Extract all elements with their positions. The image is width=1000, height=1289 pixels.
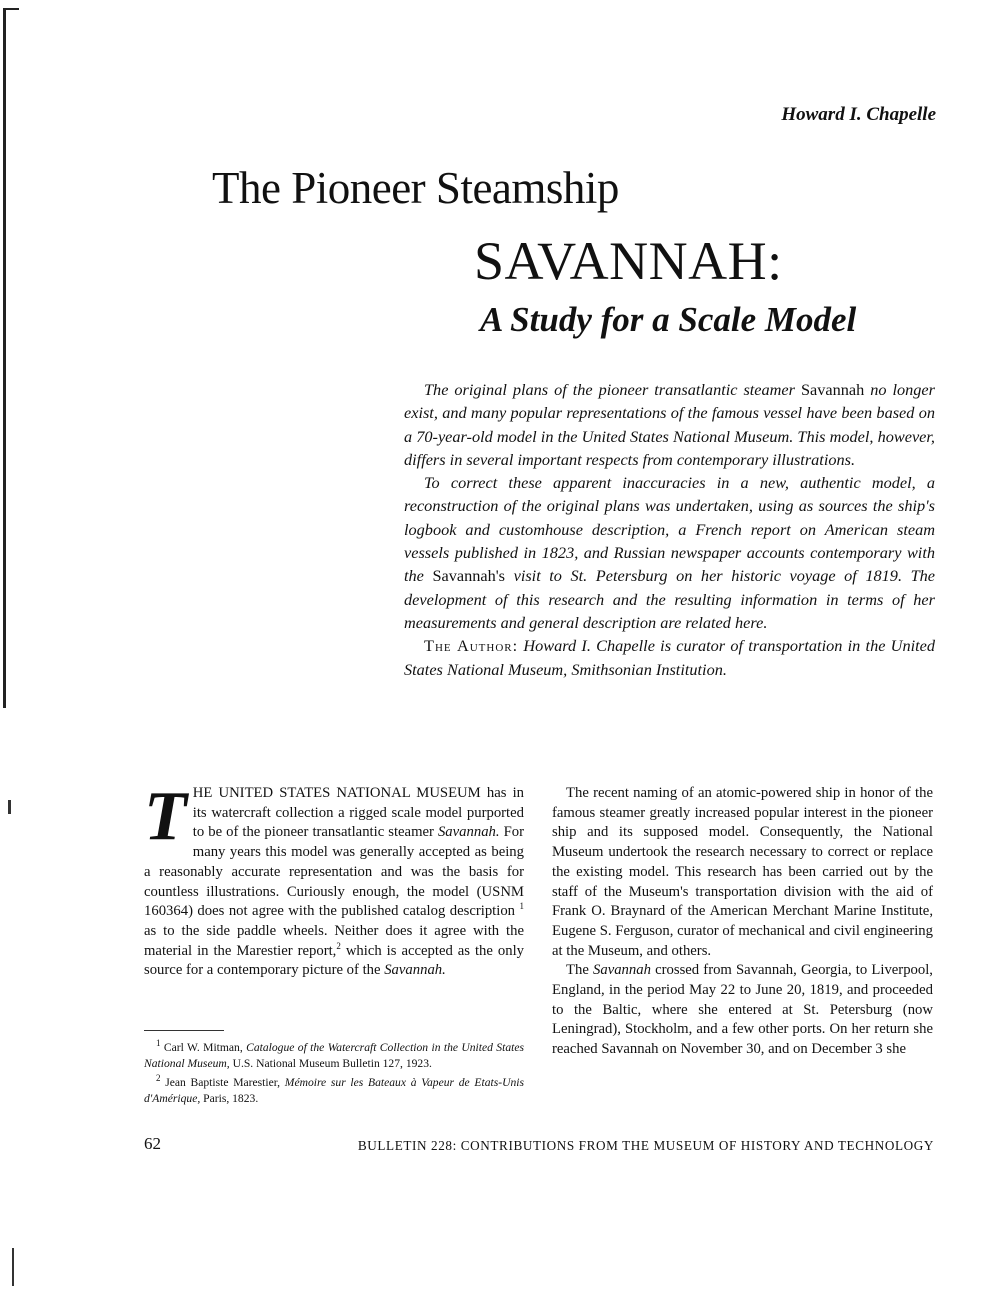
body-text: The xyxy=(566,962,593,979)
running-footer: BULLETIN 228: CONTRIBUTIONS FROM THE MUSEUM OF HISTORY AND TECHNOLOGY xyxy=(357,1138,934,1153)
title-line-2: SAVANNAH: xyxy=(474,231,783,291)
ship-name: Savannah. xyxy=(384,962,446,979)
abstract-text: no longer exist, and many popular representations of the famous vessel have been based on a 70-year-old model in the United States National Museum. This model, however, differs in several important respects from contemporary illustrations. xyxy=(404,380,935,469)
footnotes xyxy=(144,1040,524,1110)
footnote-title: Mémoire sur les Bateaux à Vapeur de Etats-Unis d'Amérique, xyxy=(144,1076,525,1105)
footnote-text: Paris, 1823. xyxy=(200,1092,259,1105)
author-name: Howard I. Chapelle xyxy=(781,104,936,125)
ship-name: Savannah's xyxy=(432,566,506,586)
subtitle: A Study for a Scale Model xyxy=(480,300,857,339)
drop-cap: T xyxy=(144,778,187,855)
scan-corner-mark xyxy=(3,8,19,10)
footnote-number: 1 xyxy=(156,1038,161,1049)
footnote-reference[interactable]: 1 xyxy=(519,901,524,912)
ship-name: Savannah xyxy=(593,962,651,979)
ship-name: Savannah xyxy=(800,380,865,399)
abstract xyxy=(404,378,935,681)
footnote-text: Carl W. Mitman, xyxy=(160,1041,247,1054)
author-label: The Author: xyxy=(424,636,519,656)
page-number: 62 xyxy=(144,1134,161,1153)
abstract-paragraph-3 xyxy=(404,634,935,681)
scan-speck xyxy=(8,800,11,814)
lead-in-caps: HE UNITED STATES NATIONAL MUSEUM xyxy=(192,785,481,801)
footnote-divider xyxy=(144,1030,224,1031)
abstract-text: The original plans of the pioneer transatlantic steamer xyxy=(424,380,801,399)
footnote-reference[interactable]: 2 xyxy=(336,940,341,951)
body-text: crossed from Savannah, Georgia, to Liverpool, England, in the period May 22 to June 20, 1819, and proceeded to the Baltic, where she entered at St. Petersburg (now Leningrad), Stockholm, and a few other ports. On her return she reached Savannah on November 30, and on December 3 she xyxy=(552,962,933,1058)
footnote xyxy=(144,1040,524,1072)
body-text: For many years this model was generally accepted as being a reasonably accurate representation and was the basis for countless illustrations. Curiously enough, the model (USNM 160364) does not agree with the published catalog description xyxy=(144,824,524,920)
scan-edge-mark xyxy=(3,8,6,708)
body-paragraph xyxy=(552,961,933,1060)
body-text: which is accepted as the only source for a contemporary picture of the xyxy=(144,942,524,979)
body-text: has in its watercraft collection a rigged scale model purported to be of the pioneer transatlantic steamer xyxy=(192,785,524,841)
footnote xyxy=(144,1075,524,1107)
abstract-text: Howard I. Chapelle is curator of transportation in the United States National Museum, Smithsonian Institution. xyxy=(404,636,935,679)
ship-name: Savannah. xyxy=(437,824,500,841)
scan-edge-mark-bottom xyxy=(12,1248,14,1286)
body-column-left xyxy=(144,778,524,981)
abstract-text: visit to St. Petersburg on her historic voyage of 1819. The development of this research and the resulting information in terms of her measurements and general description are related here. xyxy=(404,566,935,632)
abstract-text: To correct these apparent inaccuracies in a new, authentic model, a reconstruction of the original plans was undertaken, using as sources the ship's logbook and customhouse description, a French report on American steam vessels published in 1823, and Russian newspaper accounts contemporary with the xyxy=(404,473,935,586)
body-text: as to the side paddle wheels. Neither does it agree with the material in the Marestier report, xyxy=(144,922,524,959)
footnote-text: Jean Baptiste Marestier, xyxy=(160,1076,285,1089)
body-paragraph xyxy=(144,778,524,981)
body-column-right xyxy=(552,784,933,1060)
footnote-number: 2 xyxy=(156,1073,161,1084)
title-line-1: The Pioneer Steamship xyxy=(212,163,619,213)
abstract-paragraph-1 xyxy=(404,378,935,471)
footnote-text: U.S. National Museum Bulletin 127, 1923. xyxy=(229,1057,432,1070)
footnote-title: Catalogue of the Watercraft Collection in the United States National Museum, xyxy=(144,1041,524,1070)
abstract-paragraph-2 xyxy=(404,471,935,634)
body-paragraph: The recent naming of an atomic-powered ship in honor of the famous steamer greatly increased popular interest in the pioneer ship and its supposed model. Consequently, the National Museum undertook the research necessary to correct or replace the existing model. This research has been carried out by the staff of the Museum's transportation division with the aid of Frank O. Braynard of the American Merchant Marine Institute, Eugene S. Ferguson, curator of mechanical and civil engineering at the Museum, and others. xyxy=(552,785,933,959)
